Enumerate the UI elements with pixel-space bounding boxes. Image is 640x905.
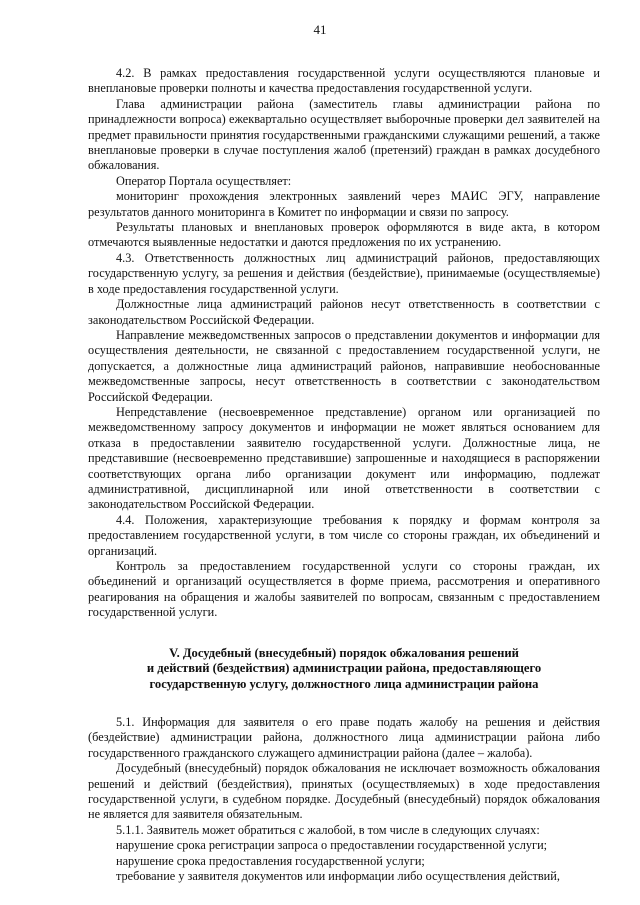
paragraph: Направление межведомственных запросов о представлении документов и информации для осуществления деятельности, не связанной с предоставлением государственной услуги, не допускается, а должностные лица администраций районов, направившие необоснованные межведомственные запросы, несут ответственность в соответствии с законодательством Российской Федерации. xyxy=(88,327,600,404)
page-number: 41 xyxy=(313,22,327,37)
section-title-line: V. Досудебный (внесудебный) порядок обжалования решений xyxy=(169,645,519,660)
paragraph: нарушение срока регистрации запроса о предоставлении государственной услуги; xyxy=(116,838,548,853)
paragraph: требование у заявителя документов или информации либо осуществления действий, xyxy=(116,869,560,884)
paragraph: 4.4. Положения, характеризующие требования к порядку и формам контроля за предоставлением государственной услуги, в том числе со стороны граждан, их объединений и организаций. xyxy=(88,512,600,558)
section-title-line: государственную услугу, должностного лица администрации района xyxy=(149,677,539,692)
paragraph: мониторинг прохождения электронных заявлений через МАИС ЭГУ, направление результатов данного мониторинга в Комитет по информации и связи по запросу. xyxy=(88,189,600,219)
section-title-line: и действий (бездействия) администрации района, предоставляющего xyxy=(146,661,542,676)
paragraph: 5.1.1. Заявитель может обратиться с жалобой, в том числе в следующих случаях: xyxy=(116,822,540,837)
paragraph: Оператор Портала осуществляет: xyxy=(116,173,292,188)
paragraph: Контроль за предоставлением государственной услуги со стороны граждан, их объединений и организаций осуществляется в форме приема, рассмотрения и оперативного реагирования на обращения и жалобы заявителей по вопросам, связанным с предоставлением государственной услуги. xyxy=(88,559,600,620)
document-body xyxy=(88,66,600,884)
paragraph: Результаты плановых и внеплановых проверок оформляются в виде акта, в котором отмечаются выявленные недостатки и даются предложения по их устранению. xyxy=(88,220,600,250)
section-title xyxy=(88,646,600,693)
paragraph: Досудебный (внесудебный) порядок обжалования не исключает возможность обжалования решений и действий (бездействия), принятых (осуществляемых) в ходе предоставления государственной услуги, в судебном порядке. Досудебный (внесудебный) порядок обжалования не является для заявителя обязательным. xyxy=(88,761,600,822)
paragraph: 4.2. В рамках предоставления государственной услуги осуществляются плановые и внеплановые проверки полноты и качества предоставления государственной услуги. xyxy=(88,66,600,96)
paragraph: нарушение срока предоставления государственной услуги; xyxy=(116,853,425,868)
paragraph: Должностные лица администраций районов несут ответственность в соответствии с законодательством Российской Федерации. xyxy=(88,297,600,327)
paragraph: Непредставление (несвоевременное представление) органом или организацией по межведомственному запросу документов и информации не может являться основанием для отказа в предоставлении заявителю государственной услуги. Должностные лица, не представившие (несвоевременно представившие) запрошенные и находящиеся в распоряжении соответствующих органа либо организации документ или информацию, подлежат административной, дисциплинарной или иной ответственности в соответствии с законодательством Российской Федерации. xyxy=(88,404,600,512)
paragraph: 4.3. Ответственность должностных лиц администраций районов, предоставляющих государственную услугу, за решения и действия (бездействие), принимаемые (осуществляемые) в ходе предоставления государственной услуги. xyxy=(88,250,600,296)
paragraph: Глава администрации района (заместитель главы администрации района по принадлежности вопроса) ежеквартально осуществляет выборочные проверки дел заявителей на предмет правильности принятия государственными гражданскими служащими решений, а также внеплановые проверки в случае поступления жалоб (претензий) граждан в рамках досудебного обжалования. xyxy=(88,96,600,173)
paragraph: 5.1. Информация для заявителя о его праве подать жалобу на решения и действия (бездействие) администрации района, должностного лица администрации района либо государственного гражданского служащего администрации района (далее – жалоба). xyxy=(88,715,600,760)
